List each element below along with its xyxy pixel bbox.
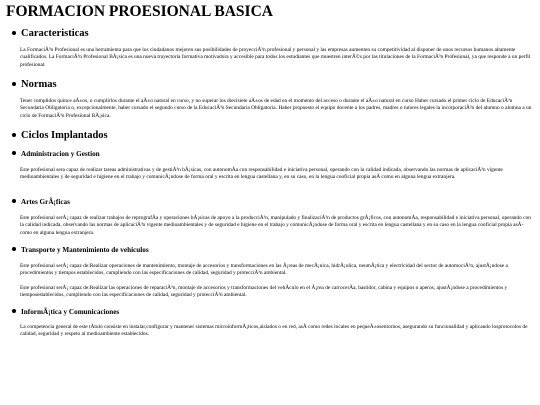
ciclo-text-artes-graficas: Este profesional serÃ¡ capaz de realizar trabajos de reprografÃa y operaciones bÃ¡sicas de apoyo a la producciÃ³n, manipulado y finalizaciÃ³n de productos grÃ¡ficos, con autonomÃa, responsabilidad e iniciativa personal, operando con la calidad indicada, observando las normas de aplicaciÃ³n vigente medioambientales y de seguridad e higiene en el trabajo y comunicÃ¡ndose de forma oral y escrita en lengua castellana y en su caso en la lengua cooficial propia asÃ como en alguna lengua extranjera. xyxy=(20,215,531,236)
bullet-icon xyxy=(12,199,16,203)
ciclo-heading-administracion: Administracion y Gestion xyxy=(12,150,100,158)
section-heading-ciclos: Ciclos Implantados xyxy=(12,130,108,141)
ciclo-text-transporte-2: Este profesional serÃ¡ capaz de:Realizar las operaciones de reparaciÃ³n, montaje de accesorios y transformaciones del vehÃculo en el Ã¡rea de carrocerÃa, bastidor, cabina y equipos o aperos, ajustÃ¡ndose a procedimientos y tiemposestablecidos, cumpliendo con las especificaciones de calidad, seguridad y protecciÃ³n ambiental. xyxy=(20,285,508,299)
bullet-icon xyxy=(12,247,16,251)
page-title: FORMACION PROESIONAL BASICA xyxy=(6,3,273,20)
ciclo-heading-transporte: Transporte y Mantenimiento de vehiculos xyxy=(12,246,149,254)
bullet-icon xyxy=(12,151,16,155)
ciclo-heading-artes-graficas: Artes GrÃ¡ficas xyxy=(12,198,70,206)
normas-text: Tener cumplidos quince aÃ±os, o cumplirlos durante el aÃ±o natural en curso, y no superar los diecisiete aÃ±os de edad en el momento del acceso o durante el aÃ±o natural en curso Haber cursado el primer ciclo de EducaciÃ³n Secundaria Obligatoria o, excepcionalmente, haber cursado el segundo curso de la EducaciÃ³n Secundaria Obligatoria. Haber propuesto el equipo docente a los padres, madres o tutores legales la incorporaciÃ³n del alumno o alumna a un ciclo de FormaciÃ³n Profesional BÃ¡sica. xyxy=(20,98,532,119)
ciclo-text-transporte-1: Este profesional serÃ¡ capaz de:Realizar operaciones de mantenimiento, montaje de accesorios y transformaciones en las Ã¡reas de mecÃ¡nica, hidrÃ¡ulica, neumÃ¡tica y electricidad del sector de automociÃ³n, ajustÃ¡ndose a procedimientos y tiempos establecidos, cumpliendo con las especificaciones de calidad, seguridad y protecciÃ³n ambiental. xyxy=(20,263,508,277)
ciclo-text-informatica: La competencia general de este tÃtulo consiste en instalar,configurar y mantener sistemas microinformÃ¡ticos,aislados o en red, asÃ como redes locales en pequeÃ±osentornos, asegurando su funcionalidad y aplicando losprotocolos de calidad, seguridad y respeto al medioambiente establecidos. xyxy=(20,324,528,338)
bullet-icon xyxy=(12,309,16,313)
bullet-icon xyxy=(12,133,16,137)
section-heading-normas: Normas xyxy=(12,79,57,90)
ciclo-text-administracion: Este profesional sera capaz de realizar tareas administrativas y de gestiÃ³n bÃ¡sicas, con autonomÃa con responsabilidad e iniciativa personal, operando con la calidad indicada, observando las normas de aplicaciÃ³n vigente medioambientales y de seguridad e higiene en el trabajo y comunicÃ¡ndose de forma oral y escrita en lengua castellana y, en su caso, en la lengua cooficial propia asÃ como en alguna lengua extranjera. xyxy=(20,167,503,181)
caracteristicas-text: La FormaciÃ³n Profesional es una herramienta para que los ciudadanos mejoren sus posibilidades de proyecciÃ³n profesional y personal y las empresas aumenten su competitividad al disponer de unos recursos humanos altamente cualificados. La FormaciÃ³n Profesional BÃ¡sica es una nueva trayectoria formativa motivadora y accesible para todos los estudiantes que muestren interÃ©s por las titulaciones de la FormaciÃ³n Profesional, ya que responde a un perfil profesional. xyxy=(20,47,531,68)
bullet-icon xyxy=(12,31,16,35)
ciclo-heading-informatica: InformÃ¡tica y Comunicaciones xyxy=(12,308,119,316)
section-heading-caracteristicas: Caracteristicas xyxy=(12,28,89,39)
bullet-icon xyxy=(12,82,16,86)
